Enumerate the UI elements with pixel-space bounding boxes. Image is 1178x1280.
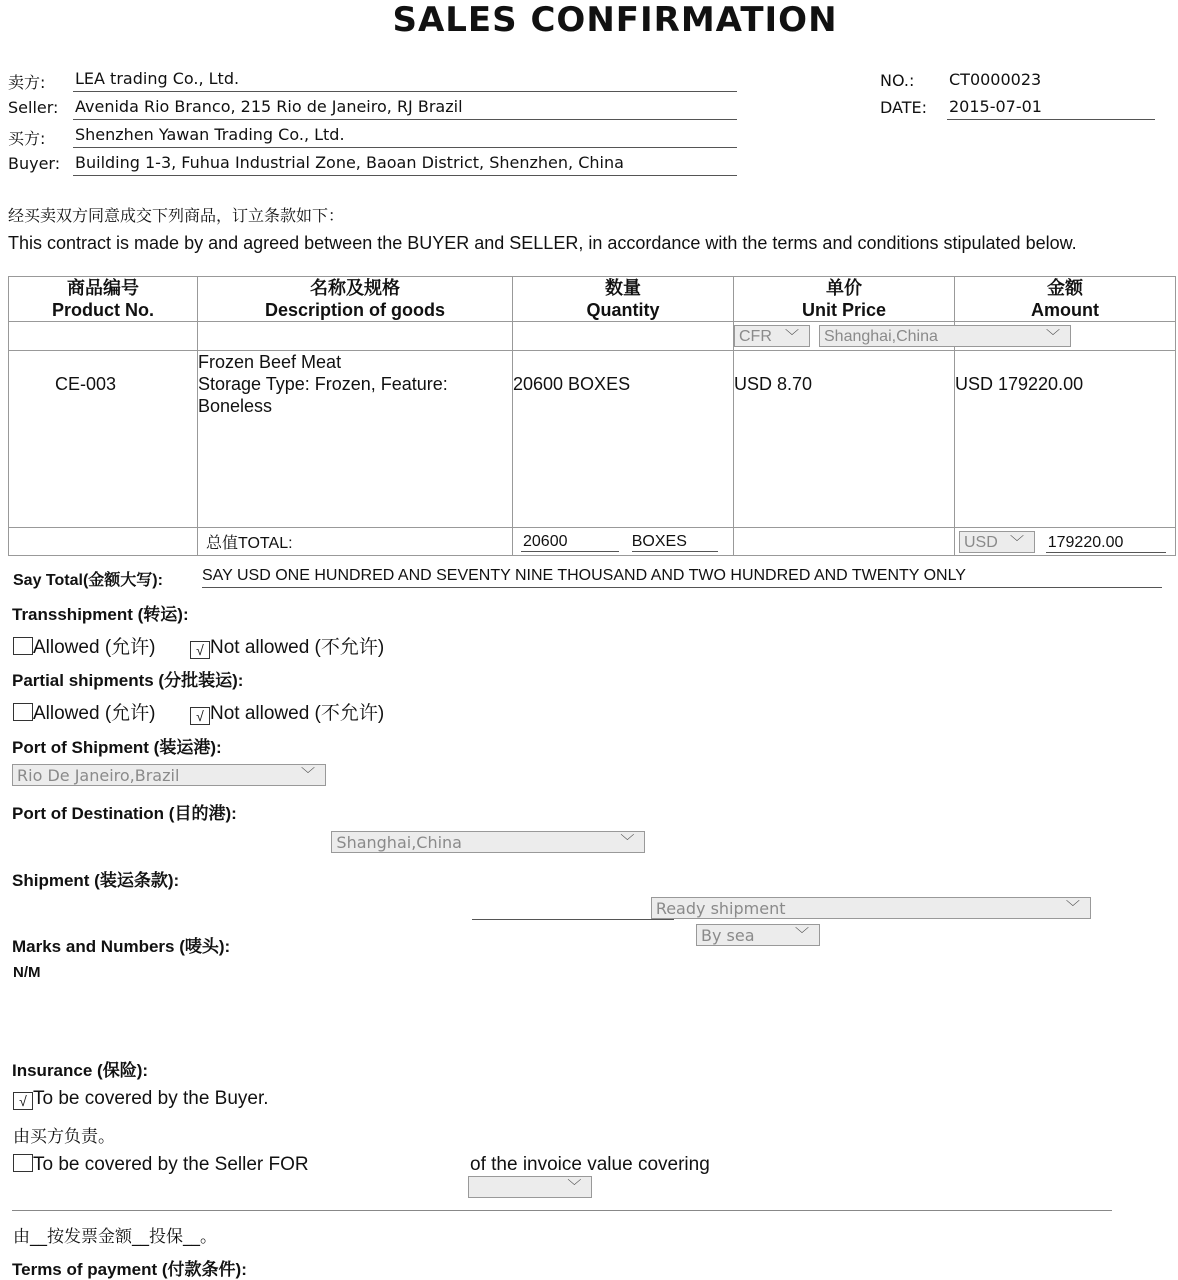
- price-port-value: Shanghai,China: [824, 328, 938, 345]
- empty-cell: [513, 322, 734, 351]
- insurance-cn-line: 由__按发票金额__投保__。: [13, 1227, 217, 1247]
- chevron-down-icon: ﹀: [785, 328, 799, 344]
- buyer-address-field[interactable]: Building 1-3, Fuhua Industrial Zone, Baoan District, Shenzhen, China: [73, 151, 737, 176]
- seller-cn-label: 卖方:: [8, 73, 46, 92]
- total-amount-cell: [955, 528, 1176, 556]
- header-cn: 金额: [1047, 278, 1083, 298]
- date-field[interactable]: 2015-07-01: [947, 95, 1155, 120]
- header-cn: 名称及规格: [310, 278, 400, 298]
- shipment-mode-value: By sea: [701, 926, 755, 945]
- insurance-label: Insurance (保险):: [12, 1061, 149, 1080]
- goods-table: [8, 276, 1176, 556]
- transshipment-label: Transshipment (转运):: [12, 605, 189, 624]
- insurance-buyer-cn: 由买方负责。: [13, 1127, 115, 1147]
- insurance-seller-option[interactable]: [13, 1154, 309, 1176]
- port-shipment-value: Rio De Janeiro,Brazil: [17, 766, 180, 785]
- shipment-label: Shipment (装运条款):: [12, 871, 180, 890]
- insurance-seller-checkbox[interactable]: [13, 1154, 33, 1172]
- say-total-field[interactable]: SAY USD ONE HUNDRED AND SEVENTY NINE THOUSAND AND TWO HUNDRED AND TWENTY ONLY: [202, 565, 1162, 588]
- header-product-no: [9, 277, 198, 322]
- header-en: Amount: [1031, 300, 1099, 320]
- seller-address-field[interactable]: Avenida Rio Branco, 215 Rio de Janeiro, RJ Brazil: [73, 95, 737, 120]
- description-cell: [198, 351, 513, 528]
- transshipment-allowed-option[interactable]: [13, 632, 155, 659]
- total-row: [9, 528, 1176, 556]
- amount: USD 179220.00: [955, 374, 1084, 394]
- total-unit-field[interactable]: BOXES: [632, 533, 718, 552]
- shipment-extra-field[interactable]: [472, 899, 674, 920]
- intro-en: This contract is made by and agreed between the BUYER and SELLER, in accordance with the terms and conditions stipulated below.: [8, 233, 1077, 253]
- port-destination-select[interactable]: [331, 831, 645, 853]
- header-en: Unit Price: [801, 300, 887, 320]
- transshipment-allowed-checkbox[interactable]: [13, 637, 33, 655]
- empty-cell: [198, 322, 513, 351]
- option-label: Not allowed (不允许): [210, 637, 385, 658]
- contract-no-label: NO.:: [880, 71, 915, 90]
- total-amount-field[interactable]: 179220.00: [1046, 534, 1166, 553]
- table-row: [9, 351, 1176, 528]
- page-title: SALES CONFIRMATION: [392, 0, 838, 40]
- amount-cell: [955, 351, 1176, 528]
- seller-label: Seller:: [8, 98, 59, 117]
- partial-not-allowed-checkbox[interactable]: √: [190, 707, 210, 725]
- say-total-label: Say Total(金额大写):: [13, 572, 163, 589]
- shipment-select[interactable]: [651, 897, 1091, 919]
- contract-no-value: CT0000023: [949, 70, 1042, 89]
- partial-allowed-option[interactable]: [13, 698, 155, 725]
- product-no-cell: [9, 351, 198, 528]
- unit-price-cell: [734, 351, 955, 528]
- shipment-mode-select[interactable]: [696, 924, 820, 946]
- header-quantity: [513, 277, 734, 322]
- chevron-down-icon: ﹀: [1046, 328, 1060, 344]
- buyer-name-field[interactable]: Shenzhen Yawan Trading Co., Ltd.: [73, 123, 737, 148]
- price-term-value: CFR: [739, 328, 772, 345]
- description-line1: Frozen Beef Meat: [198, 352, 342, 372]
- chevron-down-icon: ﹀: [567, 1179, 582, 1195]
- port-destination-label: Port of Destination (目的港):: [12, 804, 237, 823]
- price-port-select[interactable]: [819, 325, 1071, 347]
- insurance-seller-suffix: of the invoice value covering: [470, 1154, 710, 1175]
- price-term-row: [9, 322, 1176, 351]
- intro-cn: 经买卖双方同意成交下列商品，订立条款如下：: [8, 208, 345, 225]
- port-destination-value: Shanghai,China: [336, 833, 462, 852]
- port-shipment-select[interactable]: [12, 764, 326, 786]
- total-label-cell: [198, 528, 513, 556]
- product-no: CE-003: [55, 374, 117, 394]
- quantity-cell: [513, 351, 734, 528]
- empty-cell: [9, 528, 198, 556]
- partial-shipments-label: Partial shipments (分批装运):: [12, 671, 244, 690]
- total-currency-select[interactable]: [959, 531, 1035, 553]
- option-label: Allowed (允许): [33, 703, 156, 724]
- transshipment-not-allowed-option[interactable]: [190, 632, 384, 659]
- total-qty-cell: [513, 528, 734, 556]
- chevron-down-icon: ﹀: [1010, 533, 1024, 550]
- partial-not-allowed-option[interactable]: [190, 698, 384, 725]
- option-label: Not allowed (不允许): [210, 703, 385, 724]
- chevron-down-icon: ﹀: [301, 767, 315, 783]
- insurance-buyer-checkbox[interactable]: √: [13, 1092, 33, 1110]
- price-port-cell: [824, 322, 1176, 351]
- chevron-down-icon: ﹀: [620, 834, 635, 850]
- option-label: To be covered by the Buyer.: [33, 1088, 269, 1109]
- description-line2: Storage Type: Frozen, Feature: Boneless: [198, 374, 448, 416]
- buyer-label: Buyer:: [8, 154, 61, 173]
- price-term-select[interactable]: [734, 325, 810, 347]
- transshipment-not-allowed-checkbox[interactable]: √: [190, 641, 210, 659]
- empty-cell: [734, 528, 955, 556]
- header-en: Product No.: [52, 300, 154, 320]
- buyer-cn-label: 买方:: [8, 129, 46, 148]
- quantity: 20600 BOXES: [513, 374, 631, 394]
- total-label: 总值TOTAL:: [206, 535, 293, 552]
- insurance-coverage-line[interactable]: [12, 1210, 1112, 1211]
- seller-name-field[interactable]: LEA trading Co., Ltd.: [73, 67, 737, 92]
- date-label: DATE:: [880, 98, 928, 117]
- header-en: Description of goods: [265, 300, 445, 320]
- total-qty-field[interactable]: 20600: [521, 533, 619, 552]
- option-label: Allowed (允许): [33, 637, 156, 658]
- header-cn: 商品编号: [67, 278, 139, 298]
- header-cn: 数量: [605, 278, 641, 298]
- option-label: To be covered by the Seller FOR: [33, 1154, 309, 1175]
- partial-allowed-checkbox[interactable]: [13, 703, 33, 721]
- header-cn: 单价: [826, 278, 862, 298]
- chevron-down-icon: ﹀: [795, 927, 809, 943]
- payment-terms-label: Terms of payment (付款条件):: [12, 1260, 247, 1279]
- shipment-value: Ready shipment: [655, 899, 786, 918]
- empty-cell: [9, 322, 198, 351]
- insurance-buyer-option[interactable]: [13, 1088, 269, 1110]
- marks-label: Marks and Numbers (唛头):: [12, 937, 231, 956]
- total-currency-value: USD: [964, 533, 998, 551]
- unit-price: USD 8.70: [734, 374, 813, 394]
- port-shipment-label: Port of Shipment (装运港):: [12, 738, 222, 757]
- header-unit-price: [734, 277, 955, 322]
- table-header-row: [9, 277, 1176, 322]
- insurance-percent-select[interactable]: [468, 1176, 592, 1198]
- marks-value: N/M: [13, 964, 41, 981]
- header-en: Quantity: [586, 300, 660, 320]
- header-amount: [955, 277, 1176, 322]
- header-description: [198, 277, 513, 322]
- chevron-down-icon: ﹀: [1065, 900, 1080, 916]
